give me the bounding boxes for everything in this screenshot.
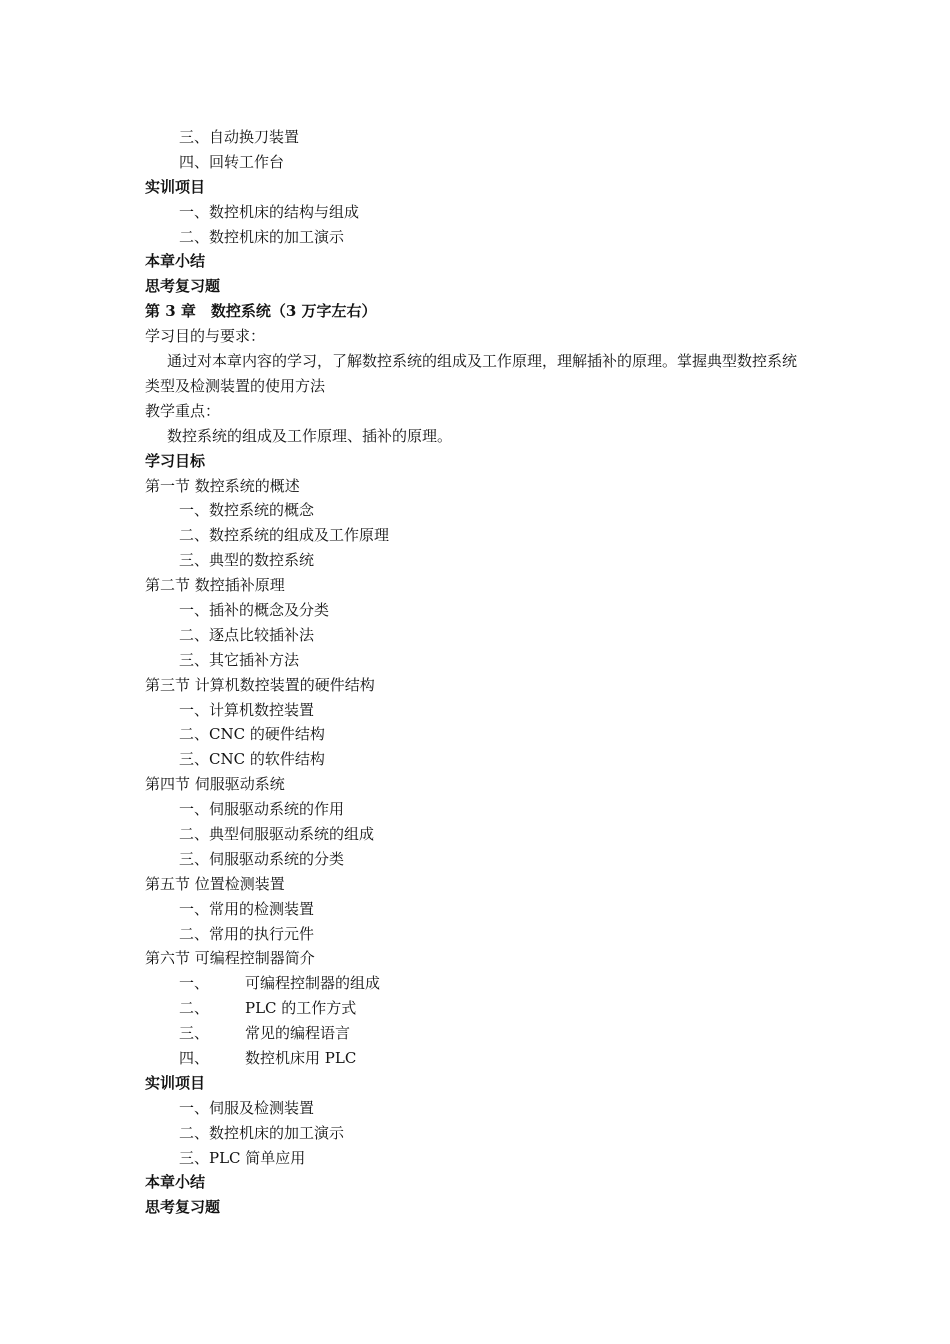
item-text: PLC 的工作方式 <box>245 999 357 1018</box>
outline-line: 二、数控机床的加工演示 <box>179 1123 345 1142</box>
section-heading: 实训项目 <box>145 1073 206 1092</box>
outline-line: 二、逐点比较插补法 <box>179 625 315 644</box>
outline-line: 第五节 位置检测装置 <box>145 874 285 893</box>
outline-line: 第六节 可编程控制器简介 <box>145 949 315 968</box>
outline-line: 教学重点： <box>145 401 221 420</box>
section-heading: 学习目标 <box>145 451 206 470</box>
outline-line: 一、常用的检测装置 <box>179 899 315 918</box>
outline-line: 学习目的与要求： <box>145 327 266 346</box>
outline-line: 二、CNC 的硬件结构 <box>179 725 325 744</box>
outline-line <box>145 1046 810 1071</box>
outline-line: 数控系统的组成及工作原理、插补的原理。 <box>167 426 453 445</box>
outline-line: 第四节 伺服驱动系统 <box>145 775 285 794</box>
outline-line <box>145 971 810 996</box>
item-text: 常见的编程语言 <box>245 1024 351 1043</box>
outline-line: 一、数控系统的概念 <box>179 501 315 520</box>
outline-line: 第一节 数控系统的概述 <box>145 476 300 495</box>
document-body <box>145 125 810 1220</box>
outline-line: 二、常用的执行元件 <box>179 924 315 943</box>
outline-line: 三、其它插补方法 <box>179 650 300 669</box>
section-heading: 第 3 章 数控系统（3 万字左右） <box>145 302 377 321</box>
outline-line: 三、CNC 的软件结构 <box>179 750 325 769</box>
section-heading: 本章小结 <box>145 252 206 271</box>
item-number: 三、 <box>179 1024 210 1043</box>
section-heading: 本章小结 <box>145 1173 206 1192</box>
item-text: 可编程控制器的组成 <box>245 974 381 993</box>
outline-line: 二、数控机床的加工演示 <box>179 227 345 246</box>
outline-line <box>145 996 810 1021</box>
section-heading: 实训项目 <box>145 177 206 196</box>
outline-line: 一、插补的概念及分类 <box>179 600 330 619</box>
item-number: 四、 <box>179 1048 210 1067</box>
outline-line: 三、伺服驱动系统的分类 <box>179 849 345 868</box>
outline-line: 三、自动换刀装置 <box>179 128 300 146</box>
outline-line: 一、伺服驱动系统的作用 <box>179 800 345 819</box>
paragraph-text: 通过对本章内容的学习，了解数控系统的组成及工作原理，理解插补的原理。掌握典型数控系统类型及检测装置的使用方法 <box>145 352 798 395</box>
item-number: 一、 <box>179 974 210 993</box>
outline-line: 三、PLC 简单应用 <box>179 1148 306 1167</box>
outline-line: 一、数控机床的结构与组成 <box>179 202 360 221</box>
outline-line <box>145 349 810 399</box>
section-heading: 思考复习题 <box>145 277 221 296</box>
outline-line: 二、数控系统的组成及工作原理 <box>179 526 390 545</box>
outline-line: 三、典型的数控系统 <box>179 551 315 570</box>
section-heading: 思考复习题 <box>145 1198 221 1217</box>
outline-line: 四、回转工作台 <box>179 152 285 171</box>
outline-line: 二、典型伺服驱动系统的组成 <box>179 824 375 843</box>
outline-line: 一、伺服及检测装置 <box>179 1098 315 1117</box>
outline-line: 第三节 计算机数控装置的硬件结构 <box>145 675 375 694</box>
outline-line: 一、计算机数控装置 <box>179 700 315 719</box>
outline-line <box>145 1021 810 1046</box>
item-text: 数控机床用 PLC <box>245 1048 357 1067</box>
item-number: 二、 <box>179 999 210 1018</box>
outline-line: 第二节 数控插补原理 <box>145 576 285 595</box>
